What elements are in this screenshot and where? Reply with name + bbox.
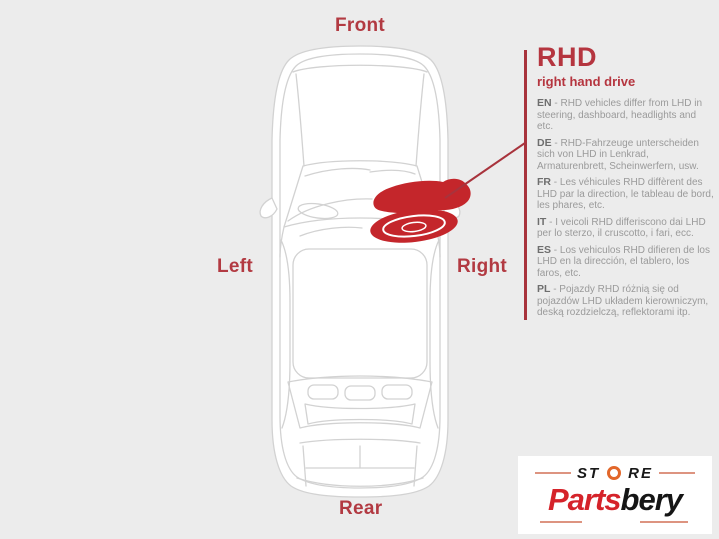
rhd-info-panel: [537, 44, 714, 324]
brand-name-red: Parts: [547, 482, 621, 517]
info-entry-fr: [537, 177, 714, 212]
info-entry-it: [537, 217, 714, 240]
store-text-right: RE: [628, 464, 653, 482]
info-entry-pl: [537, 284, 714, 319]
car-body-lines: [260, 46, 460, 497]
entry-text-fr: - Les véhicules RHD diffèrent des LHD par la direction, le tableau de bord, les phares, etc.: [537, 177, 714, 211]
panel-accent-bar: [524, 50, 527, 320]
label-right: Right: [457, 256, 508, 277]
partsbery-logo: [518, 456, 712, 534]
panel-title: RHD: [537, 42, 597, 72]
car-body-outline: [272, 46, 448, 497]
lang-code-de: DE: [537, 136, 552, 149]
logo-store-row: [518, 465, 712, 481]
lang-code-fr: FR: [537, 176, 551, 188]
entry-text-es: - Los vehiculos RHD difieren de los LHD en la dirección, el tablero, los faros, etc.: [537, 244, 710, 279]
store-o-ring-icon: [607, 466, 621, 480]
lang-code-en: EN: [537, 97, 552, 109]
lang-code-it: IT: [537, 215, 547, 228]
entry-text-it: - I veicoli RHD differiscono dai LHD per lo sterzo, il cruscotto, i fari, ecc.: [537, 216, 706, 239]
info-entry-es: [537, 245, 714, 280]
leader-line: [445, 143, 525, 198]
label-left: Left: [217, 256, 254, 277]
store-text-left: ST: [576, 464, 601, 482]
label-rear: Rear: [339, 498, 383, 519]
store-flank-line-left: [535, 472, 571, 474]
entry-text-en: - RHD vehicles differ from LHD in steering, dashboard, headlights and etc.: [537, 98, 703, 132]
lang-code-es: ES: [537, 243, 552, 256]
label-front: Front: [335, 15, 386, 36]
info-entry-en: [537, 98, 714, 133]
entry-text-de: - RHD-Fahrzeuge unterscheiden sich von LHD in Lenkrad, Armaturenbrett, Scheinwerfern, usw.: [537, 137, 699, 172]
brand-underline-left: [540, 521, 582, 523]
brand-name-black: bery: [620, 482, 683, 517]
logo-brand-name: [518, 484, 712, 515]
brand-underline-right: [640, 521, 688, 523]
entry-text-pl: - Pojazdy RHD różnią się od pojazdów LHD układem kierowniczym, deską rozdzielczą, reflektorami itp.: [537, 284, 709, 318]
lang-code-pl: PL: [537, 283, 551, 295]
store-flank-line-right: [659, 472, 695, 474]
info-entry-de: [537, 138, 714, 173]
panel-subtitle: right hand drive: [537, 74, 636, 89]
